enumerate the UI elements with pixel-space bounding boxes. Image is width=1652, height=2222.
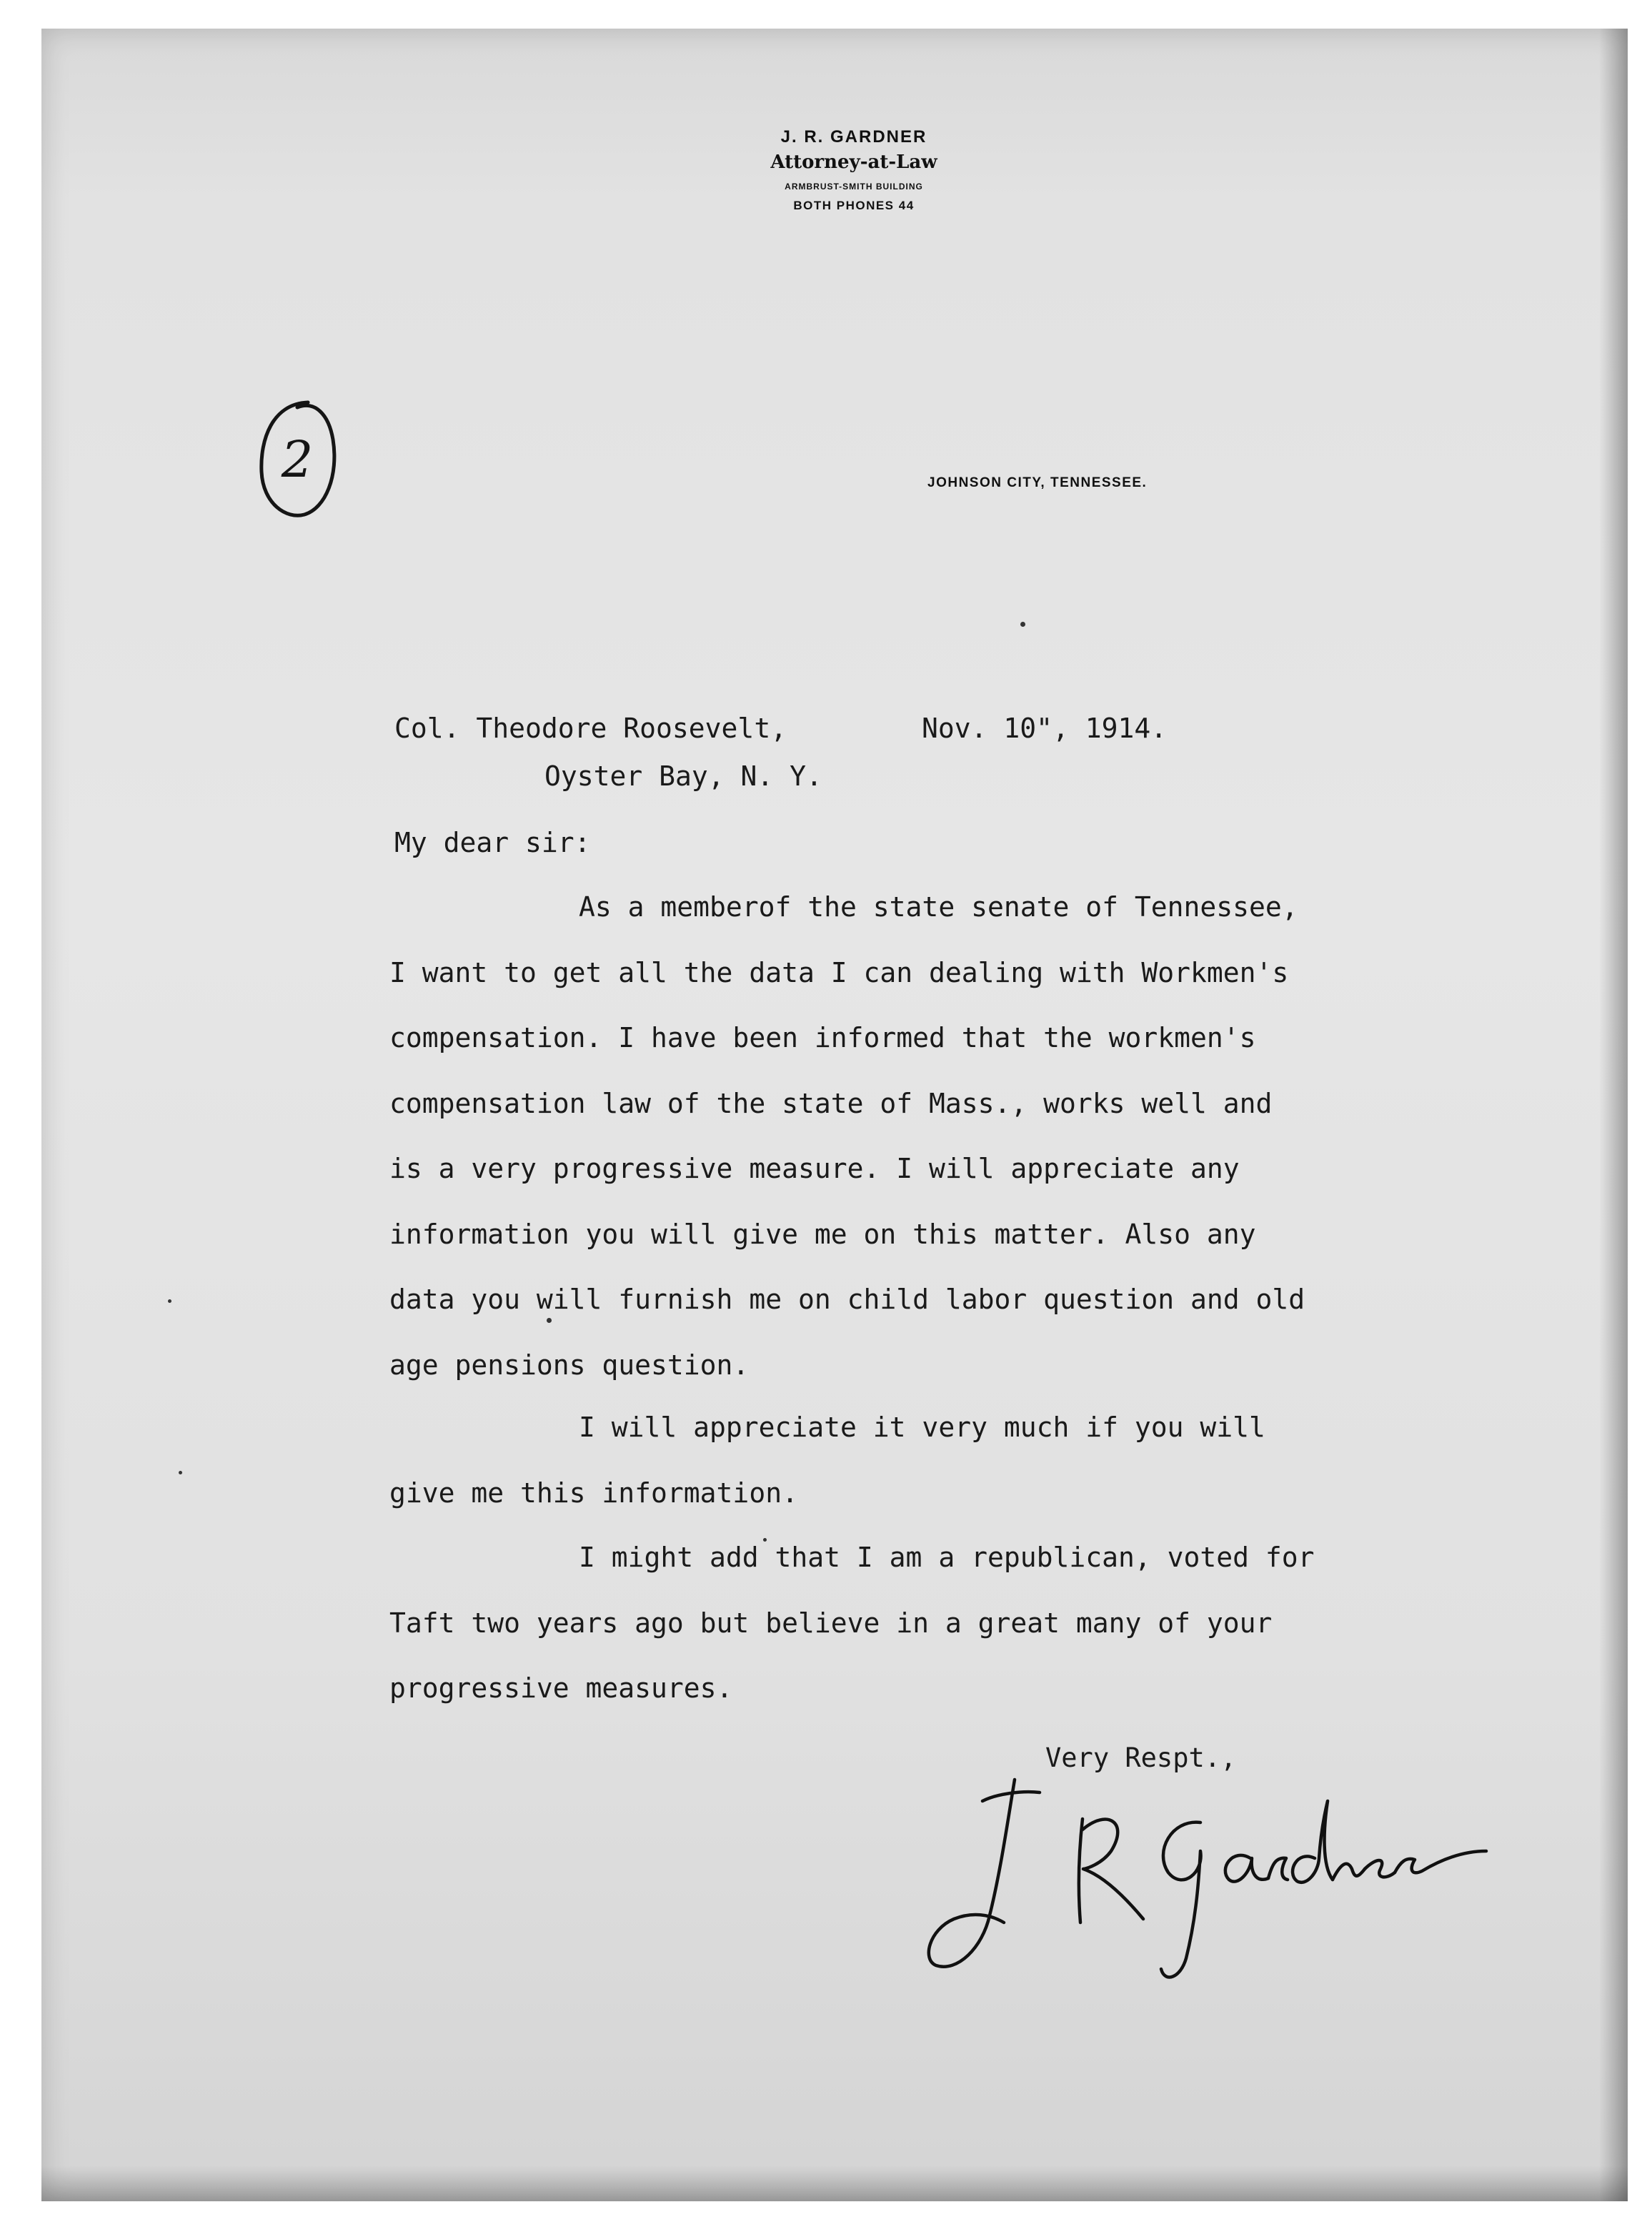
letterhead-title: Attorney-at-Law bbox=[770, 152, 937, 173]
page-number-text: 2 bbox=[281, 430, 314, 489]
speck bbox=[763, 1538, 767, 1542]
body-line: progressive measures. bbox=[389, 1672, 733, 1704]
letterhead-building: ARMBRUST-SMITH BUILDING bbox=[785, 182, 923, 192]
closing: Very Respt., bbox=[1045, 1742, 1237, 1773]
recipient-name: Col. Theodore Roosevelt, bbox=[394, 713, 787, 744]
speck bbox=[168, 1299, 171, 1303]
body-line: compensation. I have been informed that the workmen's bbox=[389, 1022, 1256, 1053]
body-line: I will appreciate it very much if you will bbox=[579, 1412, 1265, 1443]
paragraph-3 bbox=[389, 1544, 1461, 1740]
speck bbox=[1020, 622, 1025, 627]
recipient-place: Oyster Bay, N. Y. bbox=[544, 760, 822, 792]
paragraph-2 bbox=[389, 1414, 1461, 1544]
body-line: give me this information. bbox=[389, 1477, 798, 1509]
body-line: I want to get all the data I can dealing with Workmen's bbox=[389, 956, 1289, 988]
letterhead-phones: BOTH PHONES 44 bbox=[793, 199, 915, 212]
body-line: age pensions question. bbox=[389, 1349, 750, 1381]
speck bbox=[547, 1318, 552, 1323]
letterhead-name: J. R. GARDNER bbox=[780, 127, 927, 147]
letterhead bbox=[668, 127, 1040, 213]
body-line: Taft two years ago but believe in a great many of your bbox=[389, 1607, 1273, 1639]
body-line: compensation law of the state of Mass., works well and bbox=[389, 1087, 1273, 1119]
circled-page-number bbox=[254, 397, 340, 522]
page-shadow-right bbox=[1599, 29, 1628, 2201]
speck bbox=[179, 1471, 182, 1474]
handwritten-signature bbox=[915, 1751, 1522, 1994]
page-shadow-bottom bbox=[41, 2166, 1628, 2201]
body-line: data you will furnish me on child labor question and old bbox=[389, 1284, 1305, 1315]
letterhead-location: JOHNSON CITY, TENNESSEE. bbox=[927, 475, 1148, 490]
body-line: I might add that I am a republican, voted for bbox=[579, 1542, 1315, 1573]
body-line: information you will give me on this matter. Also any bbox=[389, 1218, 1256, 1250]
paragraph-1 bbox=[389, 893, 1461, 1417]
body-line: As a memberof the state senate of Tennessee, bbox=[579, 891, 1298, 923]
salutation: My dear sir: bbox=[394, 827, 591, 858]
body-line: is a very progressive measure. I will appreciate any bbox=[389, 1153, 1240, 1184]
letter-date: Nov. 10", 1914. bbox=[922, 713, 1168, 744]
